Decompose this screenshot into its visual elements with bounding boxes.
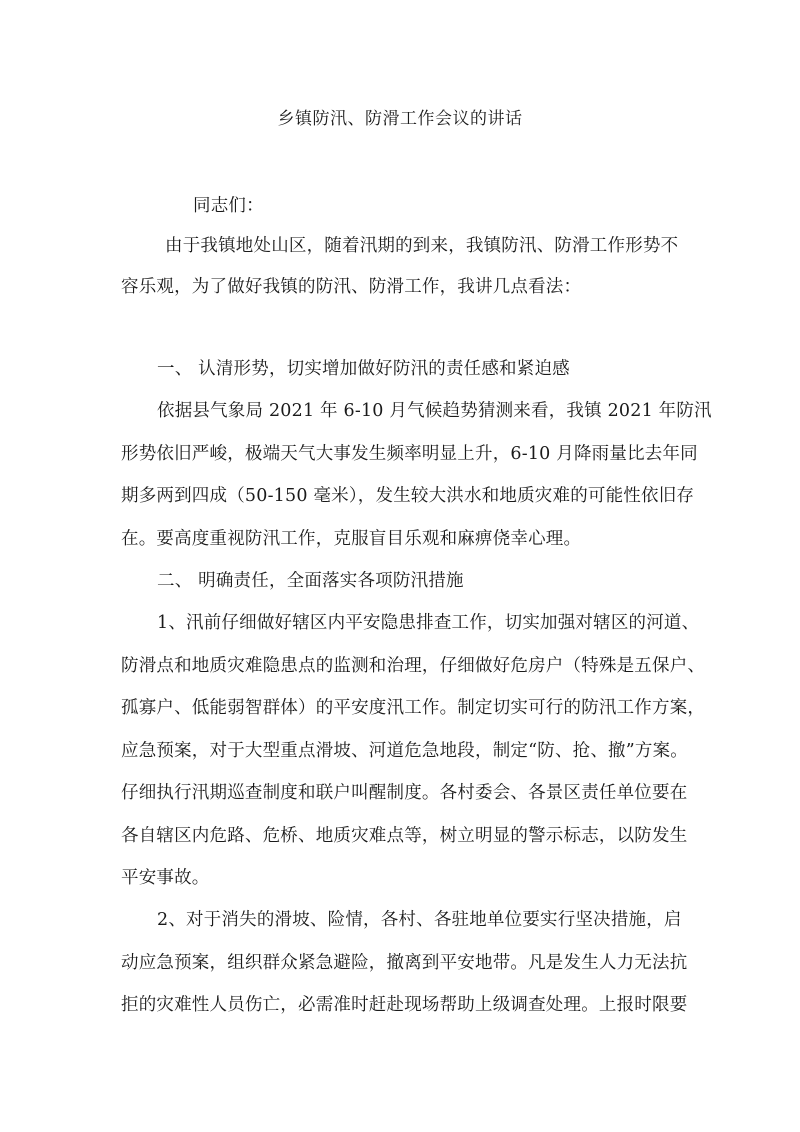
paragraph-line: 动应急预案，组织群众紧急避险，撤离到平安地带。凡是发生人力无法抗 bbox=[121, 953, 688, 973]
intro-line-2: 容乐观，为了做好我镇的防汛、防滑工作，我讲几点看法： bbox=[121, 277, 582, 297]
paragraph-line: 孤寡户、低能弱智群体）的平安度汛工作。制定切实可行的防汛工作方案， bbox=[121, 698, 706, 718]
section-heading-2: 二、 明确责任，全面落实各项防汛措施 bbox=[157, 571, 464, 591]
salutation: 同志们： bbox=[193, 196, 264, 216]
intro-line-1: 由于我镇地处山区，随着汛期的到来，我镇防汛、防滑工作形势不 bbox=[165, 236, 679, 256]
document-title: 乡镇防汛、防滑工作会议的讲话 bbox=[277, 109, 523, 129]
paragraph-line: 应急预案，对于大型重点滑坡、河道危急地段，制定“防、抢、撤”方案。 bbox=[121, 741, 688, 761]
paragraph-line: 1、汛前仔细做好辖区内平安隐患排查工作，切实加强对辖区的河道、 bbox=[157, 613, 700, 633]
paragraph-line: 防滑点和地质灾难隐患点的监测和治理，仔细做好危房户（特殊是五保户、 bbox=[121, 656, 706, 676]
paragraph-line: 形势依旧严峻，极端天气大事发生频率明显上升，6-10 月降雨量比去年同 bbox=[121, 444, 698, 464]
paragraph-line: 期多两到四成（50-150 毫米），发生较大洪水和地质灾难的可能性依旧存 bbox=[121, 486, 695, 506]
paragraph-line: 仔细执行汛期巡查制度和联户叫醒制度。各村委会、各景区责任单位要在 bbox=[121, 783, 688, 803]
paragraph-line: 依据县气象局 2021 年 6-10 月气候趋势猜测来看，我镇 2021 年防汛 bbox=[157, 401, 712, 421]
paragraph-line: 平安事故。 bbox=[121, 868, 210, 888]
paragraph-line: 2、对于消失的滑坡、险情，各村、各驻地单位要实行坚决措施，启 bbox=[157, 910, 682, 930]
paragraph-line: 在。要高度重视防汛工作，克服盲目乐观和麻痹侥幸心理。 bbox=[121, 529, 582, 549]
paragraph-line: 拒的灾难性人员伤亡，必需准时赶赴现场帮助上级调查处理。上报时限要 bbox=[121, 995, 688, 1015]
section-heading-1: 一、 认清形势，切实增加做好防汛的责任感和紧迫感 bbox=[157, 359, 570, 379]
paragraph-line: 各自辖区内危路、危桥、地质灾难点等，树立明显的警示标志，以防发生 bbox=[121, 826, 688, 846]
